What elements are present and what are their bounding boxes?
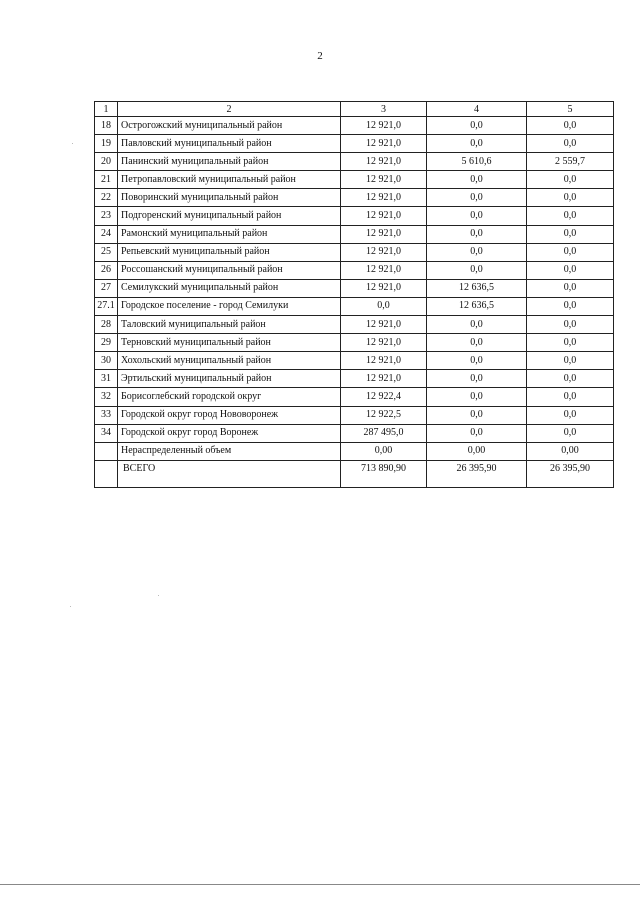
table-cell: 12 921,0	[341, 261, 427, 279]
table-cell: 0,0	[427, 388, 527, 406]
table-cell: 25	[95, 243, 118, 261]
table-cell: 2 559,7	[527, 153, 614, 171]
table-header-row	[95, 102, 614, 117]
table-cell: 12 921,0	[341, 370, 427, 388]
table-cell: 12 921,0	[341, 225, 427, 243]
table-cell: 0,0	[527, 117, 614, 135]
table-cell: 12 921,0	[341, 207, 427, 225]
table-cell: 24	[95, 225, 118, 243]
table-cell: Таловский муниципальный район	[118, 316, 341, 334]
table-cell: Острогожский муниципальный район	[118, 117, 341, 135]
table-cell: 34	[95, 424, 118, 442]
table-row	[95, 189, 614, 207]
table-cell: 5 610,6	[427, 153, 527, 171]
table-cell: 0,0	[527, 189, 614, 207]
table-cell: Эртильский муниципальный район	[118, 370, 341, 388]
table-cell: 0,0	[527, 352, 614, 370]
table-row	[95, 225, 614, 243]
table-cell: 0,0	[527, 279, 614, 297]
table-cell: 29	[95, 334, 118, 352]
table-cell: 12 922,4	[341, 388, 427, 406]
table-row	[95, 171, 614, 189]
table-cell: 33	[95, 406, 118, 424]
table-row	[95, 117, 614, 135]
table-cell: 31	[95, 370, 118, 388]
header-cell: 2	[118, 102, 341, 117]
table-row	[95, 279, 614, 297]
page-edge-line	[0, 884, 640, 885]
table-cell: 21	[95, 171, 118, 189]
table-cell: 0,0	[527, 297, 614, 315]
table-cell: 0,0	[427, 352, 527, 370]
table-cell: 0,0	[427, 424, 527, 442]
table-cell: 12 921,0	[341, 189, 427, 207]
table-cell: 0,0	[427, 261, 527, 279]
table-cell: 12 921,0	[341, 135, 427, 153]
table-cell: 28	[95, 316, 118, 334]
table-cell: Городской округ город Воронеж	[118, 424, 341, 442]
table-cell: 0,0	[427, 189, 527, 207]
table-cell	[95, 442, 118, 460]
table-cell: 0,0	[527, 334, 614, 352]
table-cell: Репьевский муниципальный район	[118, 243, 341, 261]
page-number: 2	[317, 50, 323, 62]
table-cell: 0,0	[427, 334, 527, 352]
table-cell: Городское поселение - город Семилуки	[118, 297, 341, 315]
table-row	[95, 316, 614, 334]
table-cell: 0,0	[527, 261, 614, 279]
table-cell: 0,0	[427, 406, 527, 424]
table-cell: 12 636,5	[427, 297, 527, 315]
table-cell: Поворинский муниципальный район	[118, 189, 341, 207]
table-cell: 0,0	[427, 370, 527, 388]
table-cell: 0,0	[527, 370, 614, 388]
table-cell: Панинский муниципальный район	[118, 153, 341, 171]
table-cell: 12 921,0	[341, 352, 427, 370]
table-cell: Петропавловский муниципальный район	[118, 171, 341, 189]
table-cell: 30	[95, 352, 118, 370]
table-cell: 0,0	[527, 171, 614, 189]
table-row	[95, 153, 614, 171]
table-row	[95, 207, 614, 225]
table-cell: 0,0	[427, 171, 527, 189]
total-row	[95, 460, 614, 487]
table-row	[95, 261, 614, 279]
table-cell: 12 922,5	[341, 406, 427, 424]
table-cell: 0,00	[427, 442, 527, 460]
table-row	[95, 334, 614, 352]
total-cell: ВСЕГО	[118, 460, 341, 487]
table-cell: 0,0	[427, 225, 527, 243]
table-cell: 12 921,0	[341, 171, 427, 189]
header-cell: 5	[527, 102, 614, 117]
budget-table	[94, 101, 614, 488]
table-cell: 12 921,0	[341, 153, 427, 171]
table-cell: 0,0	[527, 135, 614, 153]
table-cell: 0,0	[427, 135, 527, 153]
table-cell: 0,0	[427, 243, 527, 261]
scan-speck	[72, 143, 73, 144]
table-cell: Городской округ город Нововоронеж	[118, 406, 341, 424]
table-cell: 0,0	[527, 424, 614, 442]
table-cell: Хохольский муниципальный район	[118, 352, 341, 370]
table-cell: 0,0	[427, 117, 527, 135]
table-cell: 22	[95, 189, 118, 207]
table-cell: Борисоглебский городской округ	[118, 388, 341, 406]
scan-speck	[158, 595, 159, 596]
table-row	[95, 370, 614, 388]
table-cell: 12 921,0	[341, 334, 427, 352]
table-cell: Семилукский муниципальный район	[118, 279, 341, 297]
table-cell: 0,0	[527, 225, 614, 243]
table-row	[95, 406, 614, 424]
header-cell: 1	[95, 102, 118, 117]
table-cell: 27	[95, 279, 118, 297]
table-cell: 19	[95, 135, 118, 153]
total-cell: 26 395,90	[527, 460, 614, 487]
table-cell: 0,0	[427, 207, 527, 225]
table-cell: 0,0	[527, 207, 614, 225]
table-cell: 32	[95, 388, 118, 406]
table-row	[95, 352, 614, 370]
table-cell: Павловский муниципальный район	[118, 135, 341, 153]
table-cell: 12 921,0	[341, 316, 427, 334]
table-cell: Россошанский муниципальный район	[118, 261, 341, 279]
table-cell: 18	[95, 117, 118, 135]
table-row	[95, 243, 614, 261]
table-cell: 0,0	[527, 243, 614, 261]
table-row	[95, 442, 614, 460]
table-cell: 0,0	[341, 297, 427, 315]
table-cell: Подгоренский муниципальный район	[118, 207, 341, 225]
table-cell: 26	[95, 261, 118, 279]
table-cell: 287 495,0	[341, 424, 427, 442]
table-cell: 0,0	[527, 388, 614, 406]
table-cell: 0,00	[341, 442, 427, 460]
table-cell: 20	[95, 153, 118, 171]
table-cell: 0,00	[527, 442, 614, 460]
scan-speck	[70, 606, 71, 607]
table-cell: 0,0	[527, 316, 614, 334]
table-row	[95, 388, 614, 406]
table-cell: 12 921,0	[341, 117, 427, 135]
table-row	[95, 424, 614, 442]
table-cell: 0,0	[527, 406, 614, 424]
table-cell: Рамонский муниципальный район	[118, 225, 341, 243]
header-cell: 4	[427, 102, 527, 117]
table-cell: 23	[95, 207, 118, 225]
header-cell: 3	[341, 102, 427, 117]
table-cell: Терновский муниципальный район	[118, 334, 341, 352]
total-cell: 713 890,90	[341, 460, 427, 487]
table-row	[95, 135, 614, 153]
table-cell: 12 636,5	[427, 279, 527, 297]
table-cell: 12 921,0	[341, 279, 427, 297]
table-cell: Нераспределенный объем	[118, 442, 341, 460]
total-cell: 26 395,90	[427, 460, 527, 487]
table-cell: 27.1	[95, 297, 118, 315]
table-cell: 12 921,0	[341, 243, 427, 261]
table-cell: 0,0	[427, 316, 527, 334]
table-row	[95, 297, 614, 315]
total-cell	[95, 460, 118, 487]
